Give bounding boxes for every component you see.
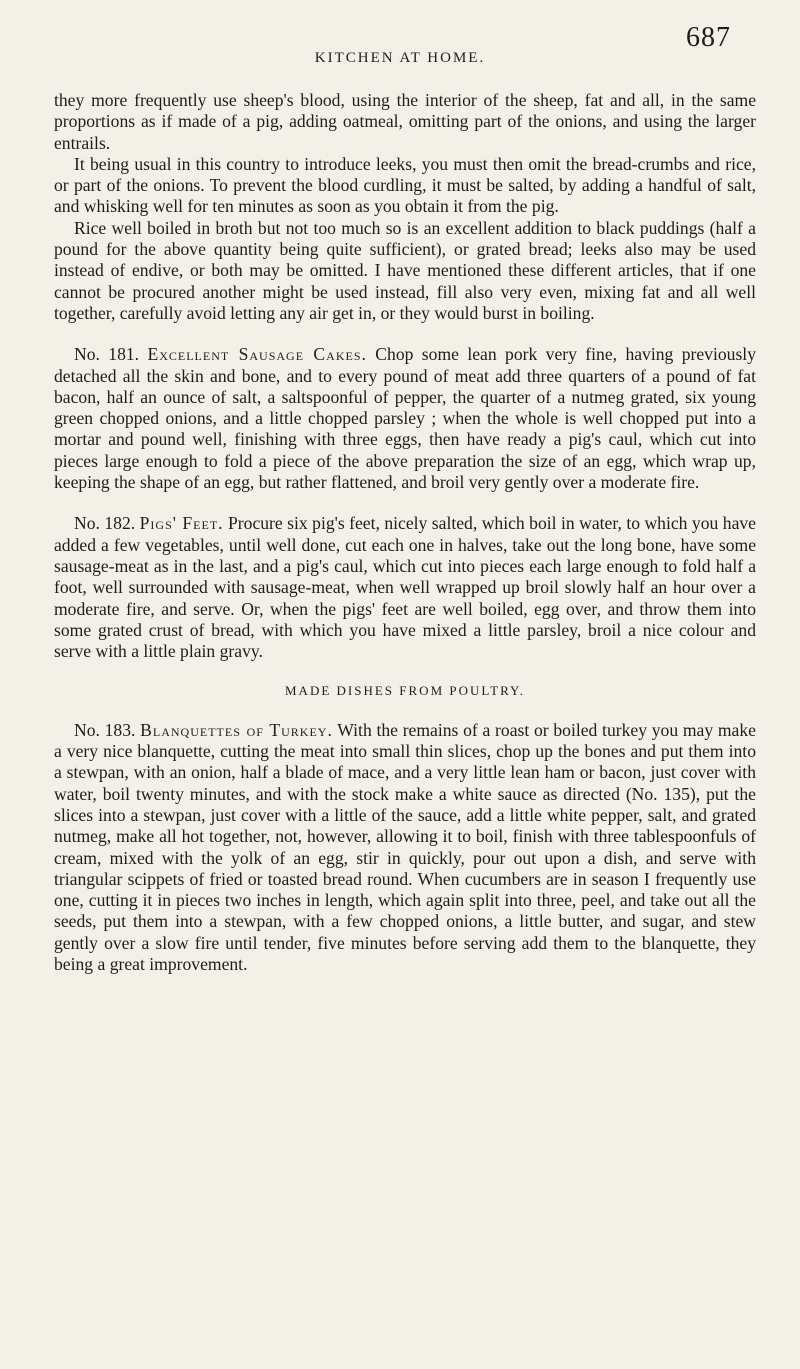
recipe-183 [54, 720, 756, 976]
recipe-title: Excellent Sausage Cakes. [147, 344, 367, 365]
paragraph: Rice well boiled in broth but not too much so is an excellent addition to black puddings (half a pound for the above quantity being quite sufficient), or grated bread; leeks also may be used instead of endive, or both may be omitted. I have mentioned these different articles, that if one cannot be procured another might be used instead, fill also very even, mixing fat and all well together, carefully avoid letting any air get in, or they would burst in boiling. [54, 217, 756, 323]
recipe-number: No. 183. [74, 719, 136, 740]
recipe-181 [54, 344, 756, 493]
recipe-title: Pigs' Feet. [139, 513, 224, 534]
recipe-number: No. 182. [74, 513, 136, 534]
recipe-number: No. 181. [74, 344, 140, 365]
paragraph: It being usual in this country to introduce leeks, you must then omit the bread-crumbs and rice, or part of the onions. To prevent the blood curdling, it must be salted, by adding a handful of salt, and whisking well for ten minutes as soon as you obtain it from the pig. [54, 153, 756, 217]
running-title: KITCHEN AT HOME. [314, 50, 486, 66]
paragraph: they more frequently use sheep's blood, using the interior of the sheep, fat and all, in the same proportions as if made of a pig, adding oatmeal, omitting part of the onions, and using the larger entrails. [54, 90, 756, 153]
recipe-body: Chop some lean pork very fine, having previously detached all the skin and bone, and to every pound of meat add three quarters of a pound of fat bacon, half an ounce of salt, a saltspoonful of pepper, the quarter of a nutmeg grated, six young green chopped onions, and a little chopped parsley ; when the whole is well chopped put into a mortar and pound well, finishing with three eggs, then have ready a pig's caul, which cut into pieces large enough to fold a piece of the above preparation the size of an egg, which wrap up, keeping the shape of an egg, but rather flattened, and broil very gently over a moderate fire. [54, 344, 756, 493]
recipe-title: Blanquettes of Turkey. [140, 719, 333, 740]
recipe-182 [54, 513, 756, 662]
page-body [54, 90, 756, 975]
page-number: 687 [686, 22, 731, 53]
section-heading: MADE DISHES FROM POULTRY. [285, 683, 525, 699]
recipe-body: With the remains of a roast or boiled turkey you may make a very nice blanquette, cutting the meat into small thin slices, chop up the bones and put them into a stewpan, with an onion, half a blade of mace, and a very little lean ham or bacon, just cover with water, boil twenty minutes, and with the stock make a white sauce as directed (No. 135), put the slices into a stewpan, just cover with a little of the sauce, add a little white pepper, salt, and grated nutmeg, make all hot together, not, however, allowing it to boil, finish with three tablespoonfuls of cream, mixed with the yolk of an egg, stir in quickly, pour out upon a dish, and serve with triangular scippets of fried or toasted bread round. When cucumbers are in season I frequently use one, cutting it in pieces two inches in length, which again split into three, peel, and take out all the seeds, put them into a stewpan, with a few chopped onions, a little butter, and sugar, and stew gently over a slow fire until tender, five minutes before serving add them to the blanquette, they being a great improvement. [54, 719, 756, 974]
recipe-body: Procure six pig's feet, nicely salted, which boil in water, to which you have added a few vegetables, until well done, cut each one in halves, take out the long bone, have some sausage-meat as in the last, and a pig's caul, which cut into pieces each large enough to fold half a foot, well surrounded with sausage-meat, when well wrapped up broil slowly half an hour over a moderate fire, and serve. Or, when the pigs' feet are well boiled, egg over, and throw them into some grated crust of bread, with which you have mixed a little parsley, broil a nice colour and serve with a little plain gravy. [54, 513, 756, 662]
